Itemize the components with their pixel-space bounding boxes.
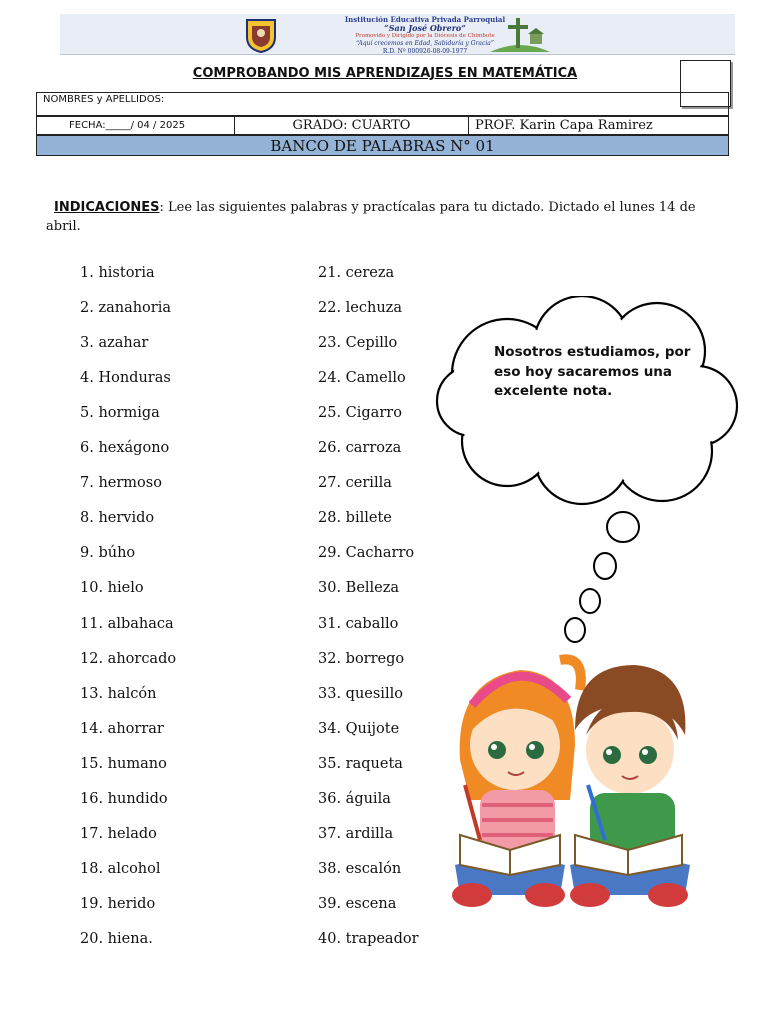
school-line-1: Institución Educativa Privada Parroquial [344, 15, 506, 24]
word-item-6: 6. hexágono [80, 440, 170, 457]
names-label: NOMBRES y APELLIDOS: [43, 94, 165, 105]
word-item-3: 23. Cepillo [318, 335, 398, 352]
word-item-10: 10. hielo [80, 580, 144, 597]
thought-bubbles [555, 505, 645, 645]
word-item-1: 21. cereza [318, 265, 395, 281]
kids-reading-illustration [450, 650, 690, 915]
names-field[interactable] [36, 92, 729, 116]
word-item-20: 20. hiena. [80, 930, 153, 947]
page-title: COMPROBANDO MIS APRENDIZAJES EN MATEMÁTICA [192, 66, 578, 81]
school-motto: “Aquí crecemos en Edad, Sabiduría y Gracia” [356, 40, 494, 47]
word-item-9: 9. búho [80, 545, 136, 562]
cloud-text: Nosotros estudiamos, por eso hoy sacaremos una excelente nota. [494, 344, 691, 399]
word-item-4: 24. Camello [318, 370, 406, 387]
school-line-3: Promovido y Dirigido por la Diócesis de Chimbote [355, 33, 495, 39]
school-header-banner [60, 14, 735, 55]
word-item-11: 31. caballo [318, 615, 399, 632]
instructions-text: : Lee las siguientes palabras y practícalas para tu dictado. Dictado el lunes 14 de abril. [46, 200, 696, 234]
word-item-15: 15. humano [80, 755, 167, 772]
word-item-17: 37. ardilla [318, 825, 394, 842]
word-item-13: 13. halcón [80, 685, 157, 702]
word-item-5: 25. Cigarro [318, 405, 402, 422]
instructions [46, 198, 726, 236]
word-item-6: 26. carroza [318, 440, 402, 457]
word-item-19: 19. herido [80, 895, 156, 912]
word-item-8: 8. hervido [80, 510, 155, 527]
word-item-19: 39. escena [318, 895, 397, 912]
word-item-17: 17. helado [80, 825, 157, 842]
word-item-10: 30. Belleza [318, 580, 400, 597]
word-item-18: 18. alcohol [80, 860, 161, 877]
date-field[interactable]: FECHA:_____/ 04 / 2025 [37, 117, 235, 134]
school-resolution: R.D. Nº 000926-08-09-1977 [382, 48, 468, 55]
word-item-18: 38. escalón [318, 860, 402, 877]
word-item-3: 3. azahar [80, 335, 149, 352]
word-item-8: 28. billete [318, 510, 392, 527]
instructions-label: INDICACIONES [54, 200, 160, 215]
word-item-1: 1. historia [80, 265, 155, 281]
word-item-13: 33. quesillo [318, 685, 403, 702]
teacher-cell: PROF. Karin Capa Ramirez [475, 118, 653, 133]
school-crest-icon [244, 17, 278, 53]
word-item-16: 36. águila [318, 790, 391, 807]
school-name: “San José Obrero” [384, 23, 466, 33]
word-bank-title: BANCO DE PALABRAS N° 01 [36, 135, 729, 156]
word-item-5: 5. hormiga [80, 405, 160, 422]
word-item-20: 40. trapeador [318, 930, 419, 947]
word-item-9: 29. Cacharro [318, 545, 415, 562]
info-row [36, 116, 729, 135]
word-item-14: 34. Quijote [318, 720, 400, 737]
word-item-7: 7. hermoso [80, 475, 162, 492]
word-item-2: 2. zanahoria [80, 300, 171, 317]
word-item-12: 32. borrego [318, 650, 405, 667]
word-item-4: 4. Honduras [80, 370, 171, 387]
word-item-14: 14. ahorrar [80, 720, 164, 737]
word-item-7: 27. cerilla [318, 475, 392, 492]
word-item-16: 16. hundido [80, 790, 168, 807]
cross-landscape-icon [490, 16, 550, 54]
word-item-15: 35. raqueta [318, 755, 403, 772]
thought-cloud [432, 296, 742, 508]
grade-cell: GRADO: CUARTO [235, 117, 469, 134]
word-item-2: 22. lechuza [318, 300, 402, 317]
word-item-11: 11. albahaca [80, 615, 174, 632]
word-item-12: 12. ahorcado [80, 650, 177, 667]
